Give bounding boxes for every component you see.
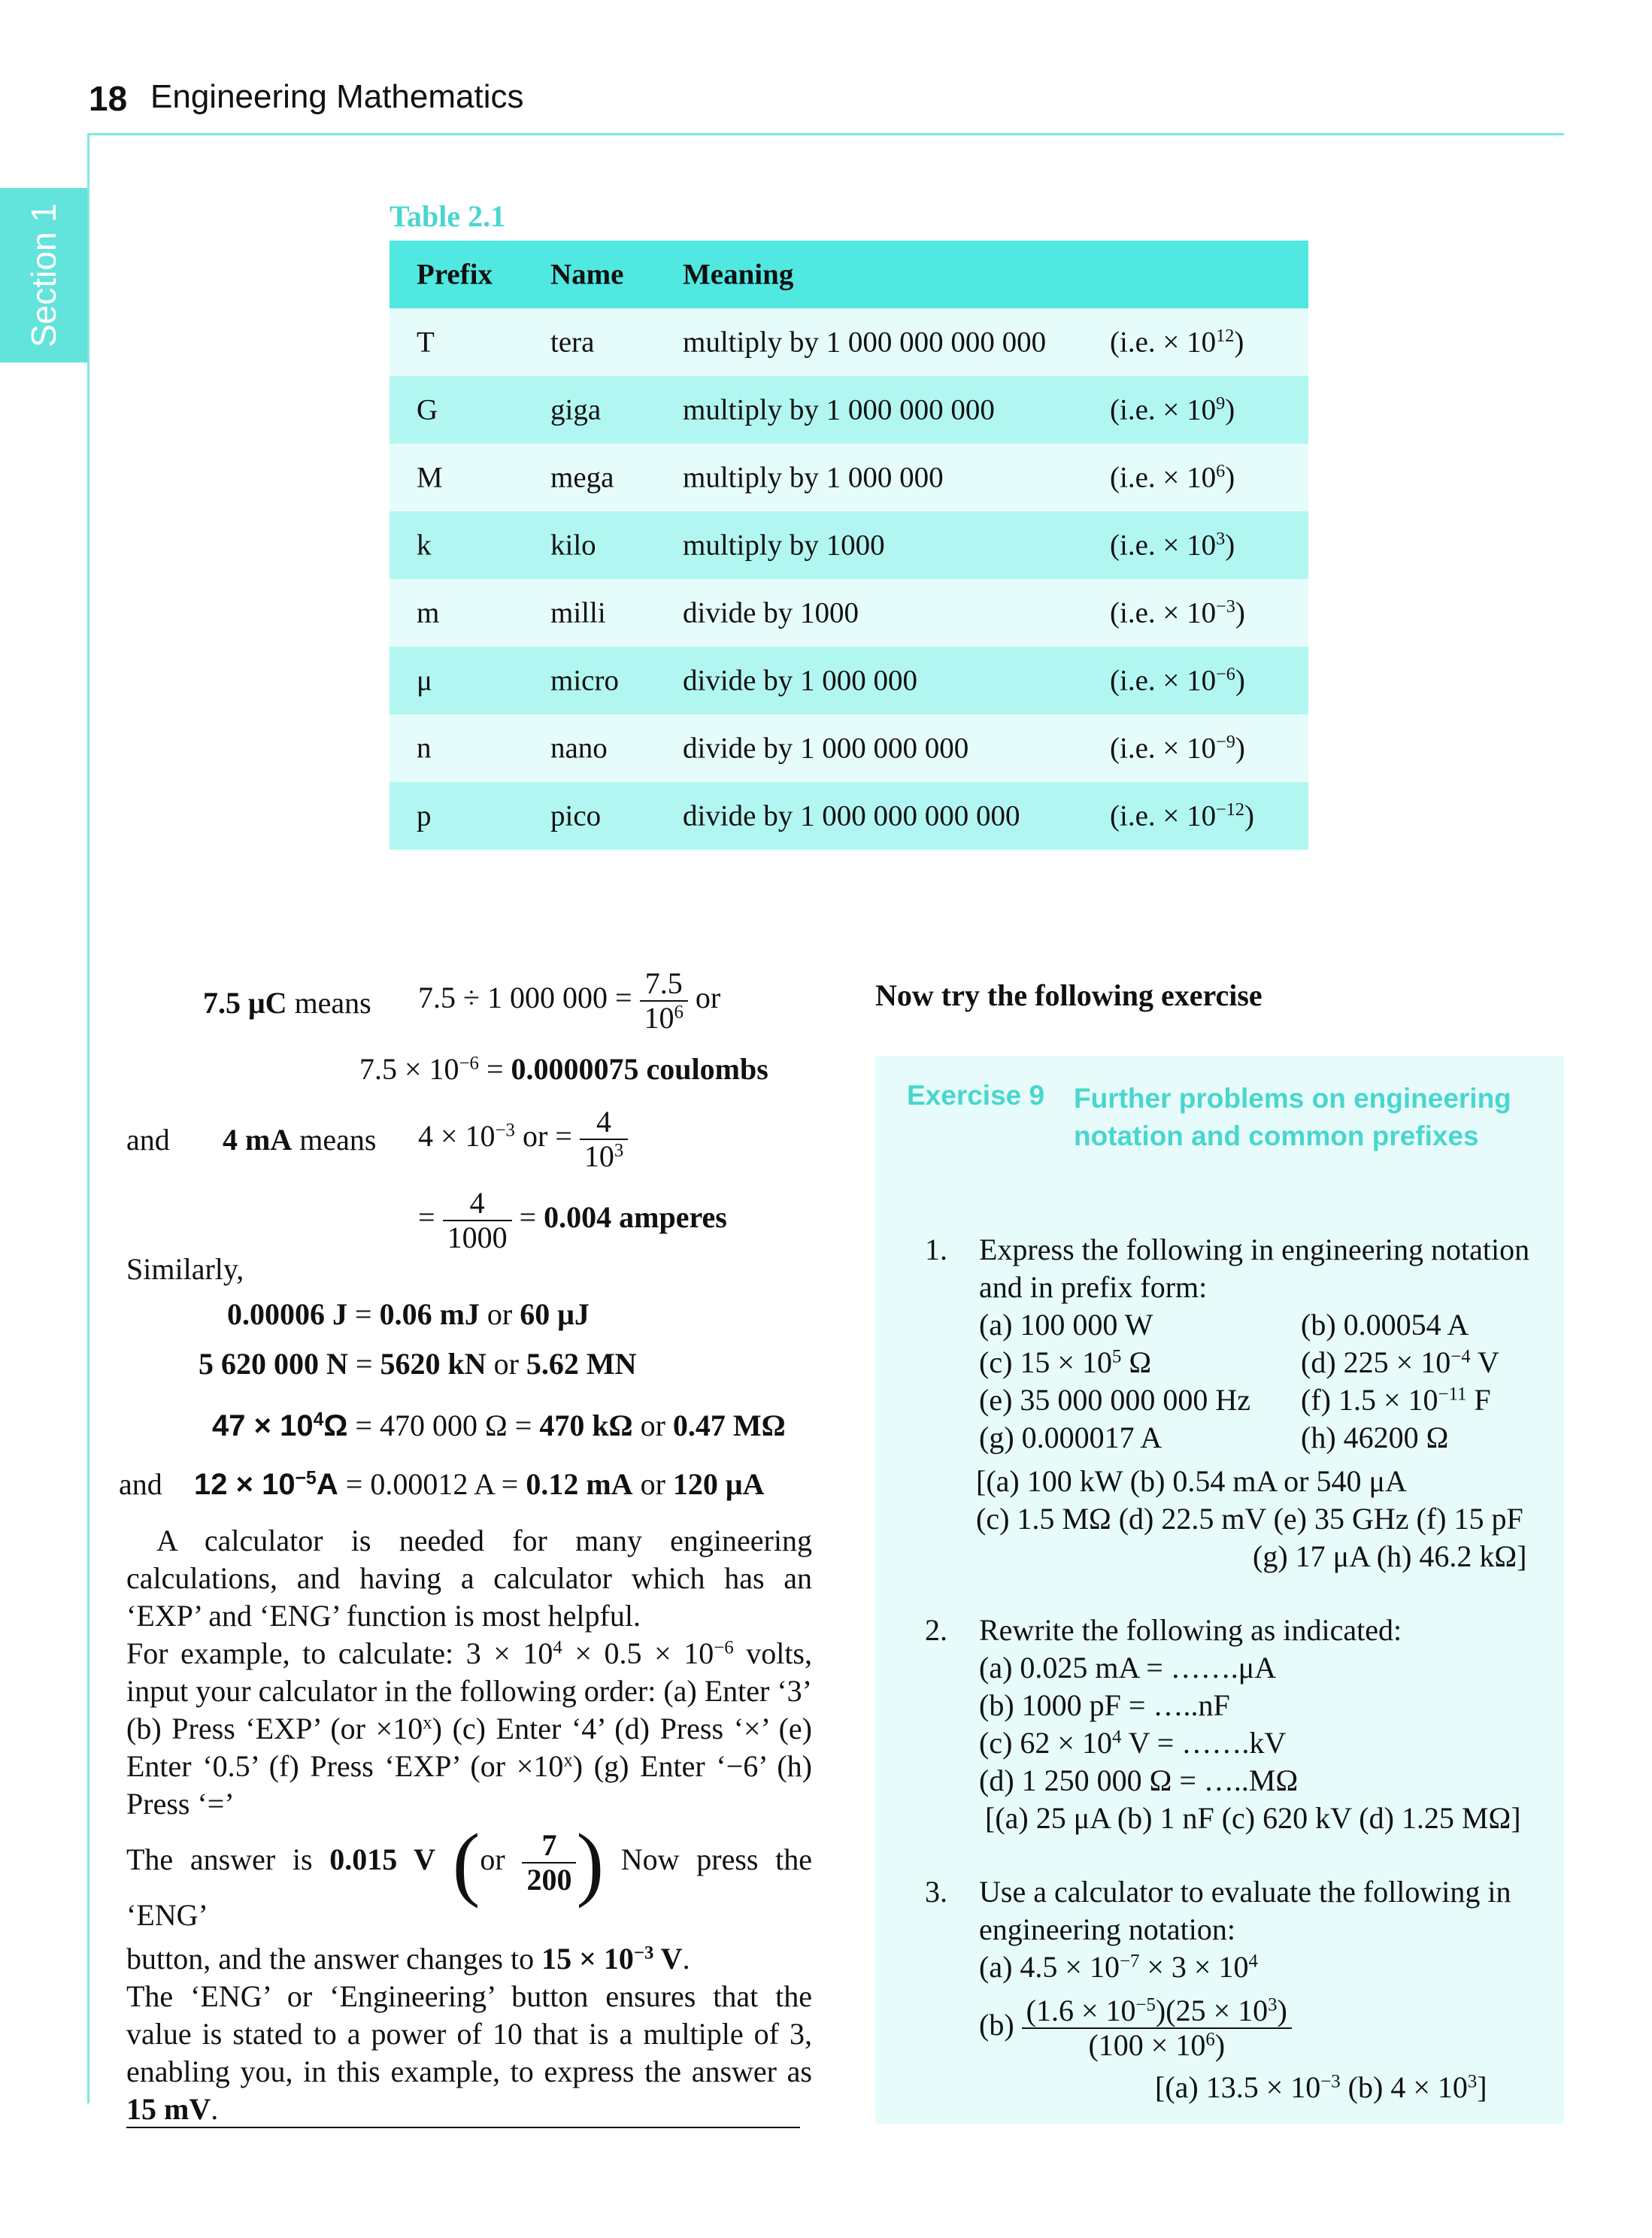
power-cell: (i.e. × $10^{-6}$) bbox=[1110, 664, 1245, 697]
prefix-cell: n bbox=[417, 732, 432, 765]
denominator bbox=[640, 1002, 688, 1035]
name-cell: kilo bbox=[550, 529, 596, 562]
or-text: or bbox=[695, 981, 721, 1015]
or-text: or bbox=[640, 1467, 665, 1501]
page-number: 18 bbox=[89, 79, 128, 118]
quantity-label: 4 mA bbox=[223, 1123, 293, 1157]
question-item: (d) 1 250 000 Ω = …..MΩ bbox=[979, 1763, 1299, 1797]
question-item: (c) $62 \times 10^4$ V = …….kV bbox=[979, 1726, 1287, 1760]
table-row bbox=[390, 444, 1308, 511]
question-number: 3. bbox=[925, 1875, 947, 1909]
denominator-base: 10 bbox=[584, 1139, 614, 1173]
example-line-5 bbox=[227, 1296, 590, 1332]
name-cell: tera bbox=[550, 326, 595, 359]
answer-text: (g) 17 μA (h) 46.2 kΩ] bbox=[1253, 1539, 1527, 1573]
example-line-8 bbox=[194, 1466, 764, 1502]
expression: 7.5 ÷ 1 000 000 = bbox=[418, 981, 632, 1015]
or-text: or bbox=[487, 1297, 513, 1331]
expression: 7.5 × 10 bbox=[359, 1052, 459, 1086]
answer-text: (c) 1.5 MΩ (d) 22.5 mV (e) 35 GHz (f) 15 pF bbox=[976, 1502, 1523, 1536]
table-caption: Table 2.1 bbox=[390, 199, 506, 233]
power-cell: (i.e. × $10^{12}$) bbox=[1110, 326, 1244, 359]
question-item: (f) $1.5 \times 10^{-11}$ F bbox=[1301, 1383, 1491, 1417]
exercise-title: Further problems on engineering notation and common prefixes bbox=[1074, 1083, 1511, 1151]
question-item: (b) $\frac{(1.6 \times 10^{-5})(25 \times 10^3)}{(100 \times 10^6)}$ bbox=[979, 1994, 1292, 2062]
fraction bbox=[443, 1187, 512, 1254]
example-line-4 bbox=[418, 1187, 727, 1254]
now-try-heading: Now try the following exercise bbox=[875, 978, 1262, 1012]
section-tab-label: Section 1 bbox=[24, 203, 63, 347]
power-cell: (i.e. × $10^3$) bbox=[1110, 529, 1235, 562]
value: 0.47 MΩ bbox=[672, 1409, 786, 1442]
name-cell: giga bbox=[550, 393, 602, 426]
equals: = bbox=[514, 1409, 532, 1442]
equals: = bbox=[355, 1409, 373, 1442]
example-line-3 bbox=[223, 1122, 376, 1157]
question-item: (c) $15 \times 10^5$ Ω bbox=[979, 1345, 1152, 1379]
meaning-cell: multiply by 1 000 000 000 bbox=[683, 393, 995, 426]
denominator-power: 3 bbox=[614, 1140, 624, 1161]
prefix-table bbox=[390, 241, 1308, 850]
value: $47 \times 10^4\Omega$ bbox=[212, 1409, 348, 1442]
equals: = bbox=[355, 1347, 373, 1381]
name-cell: pico bbox=[550, 799, 602, 832]
power-cell: (i.e. × $10^6$) bbox=[1110, 461, 1235, 494]
power-cell: (i.e. × $10^{-9}$) bbox=[1110, 732, 1245, 765]
margin-rule bbox=[87, 133, 89, 2103]
column-header-prefix: Prefix bbox=[417, 258, 493, 291]
power-cell: (i.e. × $10^{-3}$) bbox=[1110, 596, 1245, 629]
name-cell: milli bbox=[550, 596, 606, 629]
question-item: (g) 0.000017 A bbox=[979, 1421, 1162, 1454]
or-text: or bbox=[493, 1347, 519, 1381]
value: 5620 kN bbox=[380, 1347, 487, 1381]
and-label: and bbox=[126, 1123, 170, 1157]
paragraph-eng: button, and the answer changes to $15 \times 10^{-3}$ V. bbox=[126, 1942, 690, 1976]
prefix-cell: p bbox=[417, 799, 432, 832]
question-item: (d) $225 \times 10^{-4}$ V bbox=[1301, 1345, 1499, 1379]
value: $12 \times 10^{-5}A$ bbox=[194, 1468, 338, 1501]
exercise-label: Exercise 9 bbox=[907, 1080, 1045, 1111]
table-row bbox=[390, 714, 1308, 782]
example-line-6 bbox=[199, 1346, 637, 1381]
example-line-1-expression bbox=[418, 967, 720, 1035]
column-header-meaning: Meaning bbox=[683, 258, 794, 291]
question-item: (b) 1000 pF = …..nF bbox=[979, 1688, 1230, 1722]
question-number: 2. bbox=[925, 1613, 947, 1647]
prefix-cell: M bbox=[417, 461, 443, 494]
power: −3 bbox=[495, 1120, 515, 1141]
power: −6 bbox=[459, 1053, 479, 1074]
table-row bbox=[390, 647, 1308, 714]
table-row bbox=[390, 376, 1308, 444]
result: 0.004 amperes bbox=[544, 1200, 727, 1235]
or-text: or bbox=[640, 1409, 665, 1442]
meaning-cell: divide by 1 000 000 bbox=[683, 664, 917, 697]
equals: = bbox=[345, 1467, 363, 1501]
value: 0.12 mA bbox=[526, 1467, 633, 1501]
table-row bbox=[390, 782, 1308, 850]
value: 470 kΩ bbox=[539, 1409, 633, 1442]
name-cell: nano bbox=[550, 732, 608, 765]
paragraph-example: For example, to calculate: $3 \times 10^4 \times 0.5 \times 10^{-6}$ volts, input your calculator in the following order: (a) Enter ‘3’ (b) Press ‘EXP’ $(or \times 10^x)$ (c) Enter ‘4’ (d) Press ‘×’ (e) Enter ‘0.5’ (f) Press ‘EXP’ $(or \times 10^x)$ (g) Enter ‘−6’ (h) Press ‘=’ bbox=[126, 1636, 812, 1821]
and-label-2: and bbox=[119, 1467, 162, 1501]
question-text: and in prefix form: bbox=[979, 1270, 1208, 1304]
value: 470 000 Ω bbox=[380, 1409, 508, 1442]
meaning-cell: divide by 1 000 000 000 000 bbox=[683, 799, 1020, 832]
book-title: Engineering Mathematics bbox=[150, 78, 524, 115]
equals: = bbox=[418, 1200, 435, 1235]
column-end-rule bbox=[126, 2127, 800, 2128]
calculator-paragraph bbox=[126, 1522, 812, 2128]
equals: = bbox=[355, 1297, 372, 1331]
meaning-cell: divide by 1000 bbox=[683, 596, 859, 629]
name-cell: micro bbox=[550, 664, 619, 697]
power-cell: (i.e. × $10^9$) bbox=[1110, 393, 1235, 426]
question-text: Rewrite the following as indicated: bbox=[979, 1613, 1402, 1647]
example-line-7 bbox=[212, 1408, 786, 1443]
meaning-cell: multiply by 1 000 000 bbox=[683, 461, 944, 494]
prefix-cell: μ bbox=[417, 664, 432, 697]
answer-text: [(a) 25 μA (b) 1 nF (c) 620 kV (d) 1.25 MΩ] bbox=[985, 1801, 1521, 1835]
value: 0.00012 A bbox=[370, 1467, 494, 1501]
question-number: 1. bbox=[925, 1233, 947, 1266]
numerator: 7.5 bbox=[640, 967, 688, 1002]
fraction: $\frac{(1.6 \times 10^{-5})(25 \times 10^3)}{(100 \times 10^6)}$ bbox=[1022, 1994, 1292, 2062]
question-item: (a) 0.025 mA = …….μA bbox=[979, 1651, 1277, 1685]
table-row bbox=[390, 308, 1308, 376]
value: 5.62 MN bbox=[526, 1347, 637, 1381]
question-text: engineering notation: bbox=[979, 1912, 1236, 1946]
or-equals: or = bbox=[522, 1119, 572, 1154]
value: 0.06 mJ bbox=[379, 1297, 480, 1331]
means-text: means bbox=[294, 986, 371, 1020]
answer-text: [(a) $13.5 \times 10^{-3}$ (b) $4 \times 10^3$] bbox=[1155, 2070, 1487, 2104]
answer-text: [(a) 100 kW (b) 0.54 mA or 540 μA bbox=[976, 1464, 1407, 1498]
paragraph-intro: A calculator is needed for many engineering calculations, and having a calculator which has an ‘EXP’ and ‘ENG’ function is most helpful. bbox=[126, 1524, 812, 1633]
means-text: means bbox=[299, 1123, 377, 1157]
meaning-cell: multiply by 1 000 000 000 000 bbox=[683, 326, 1047, 359]
example-line-2 bbox=[359, 1051, 768, 1087]
question-item: (h) 46200 Ω bbox=[1301, 1421, 1449, 1454]
equals: = bbox=[501, 1467, 519, 1501]
example-line-3-expression bbox=[418, 1105, 628, 1173]
equals: = bbox=[486, 1052, 504, 1086]
question-item: (a) $4.5 \times 10^{-7} \times 3 \times 10^4$ bbox=[979, 1950, 1258, 1984]
table-row bbox=[390, 511, 1308, 579]
example-line-1 bbox=[203, 985, 371, 1020]
table-header-row bbox=[390, 241, 1308, 308]
value: 0.00006 J bbox=[227, 1297, 347, 1331]
section-tab bbox=[0, 188, 87, 362]
prefix-cell: k bbox=[417, 529, 432, 562]
table-row bbox=[390, 579, 1308, 647]
quantity-label: 7.5 μC bbox=[203, 986, 287, 1020]
equals: = bbox=[519, 1200, 537, 1235]
fraction bbox=[640, 967, 688, 1035]
denominator: 1000 bbox=[447, 1221, 508, 1254]
prefix-cell: G bbox=[417, 393, 438, 426]
paragraph-conclusion: The ‘ENG’ or ‘Engineering’ button ensures that the value is stated to a power of 10 that is a multiple of 3, enabling you, in this example, to express the answer as 15 mV. bbox=[126, 1979, 812, 2126]
meaning-cell: multiply by 1000 bbox=[683, 529, 885, 562]
similarly-label: Similarly, bbox=[126, 1252, 244, 1286]
question-text: Use a calculator to evaluate the following in bbox=[979, 1875, 1511, 1909]
expression: 4 × 10 bbox=[418, 1119, 496, 1154]
denominator-power: 6 bbox=[674, 1002, 684, 1023]
value: 5 620 000 N bbox=[199, 1347, 348, 1381]
question-item: (b) 0.00054 A bbox=[1301, 1308, 1469, 1342]
power-cell: (i.e. × $10^{-12}$) bbox=[1110, 799, 1254, 832]
prefix-cell: m bbox=[417, 596, 440, 629]
numerator: 4 bbox=[443, 1187, 512, 1221]
question-text: Express the following in engineering notation bbox=[979, 1233, 1530, 1266]
value: 60 μJ bbox=[520, 1297, 590, 1331]
denominator bbox=[580, 1140, 628, 1173]
header-rule bbox=[87, 133, 1564, 135]
name-cell: mega bbox=[550, 461, 614, 494]
column-header-name: Name bbox=[550, 258, 624, 291]
prefix-cell: T bbox=[417, 326, 435, 359]
numerator: 4 bbox=[580, 1105, 628, 1140]
result: 0.0000075 coulombs bbox=[511, 1052, 768, 1086]
meaning-cell: divide by 1 000 000 000 bbox=[683, 732, 969, 765]
value: 120 μA bbox=[672, 1467, 765, 1501]
question-item: (e) 35 000 000 000 Hz bbox=[979, 1383, 1251, 1417]
fraction bbox=[580, 1105, 628, 1173]
paragraph-answer: The answer is 0.015 V (or $\frac{7}{200}$ ) Now press the ‘ENG’ bbox=[126, 1817, 813, 1932]
denominator-base: 10 bbox=[644, 1001, 674, 1035]
question-item: (a) 100 000 W bbox=[979, 1308, 1153, 1342]
